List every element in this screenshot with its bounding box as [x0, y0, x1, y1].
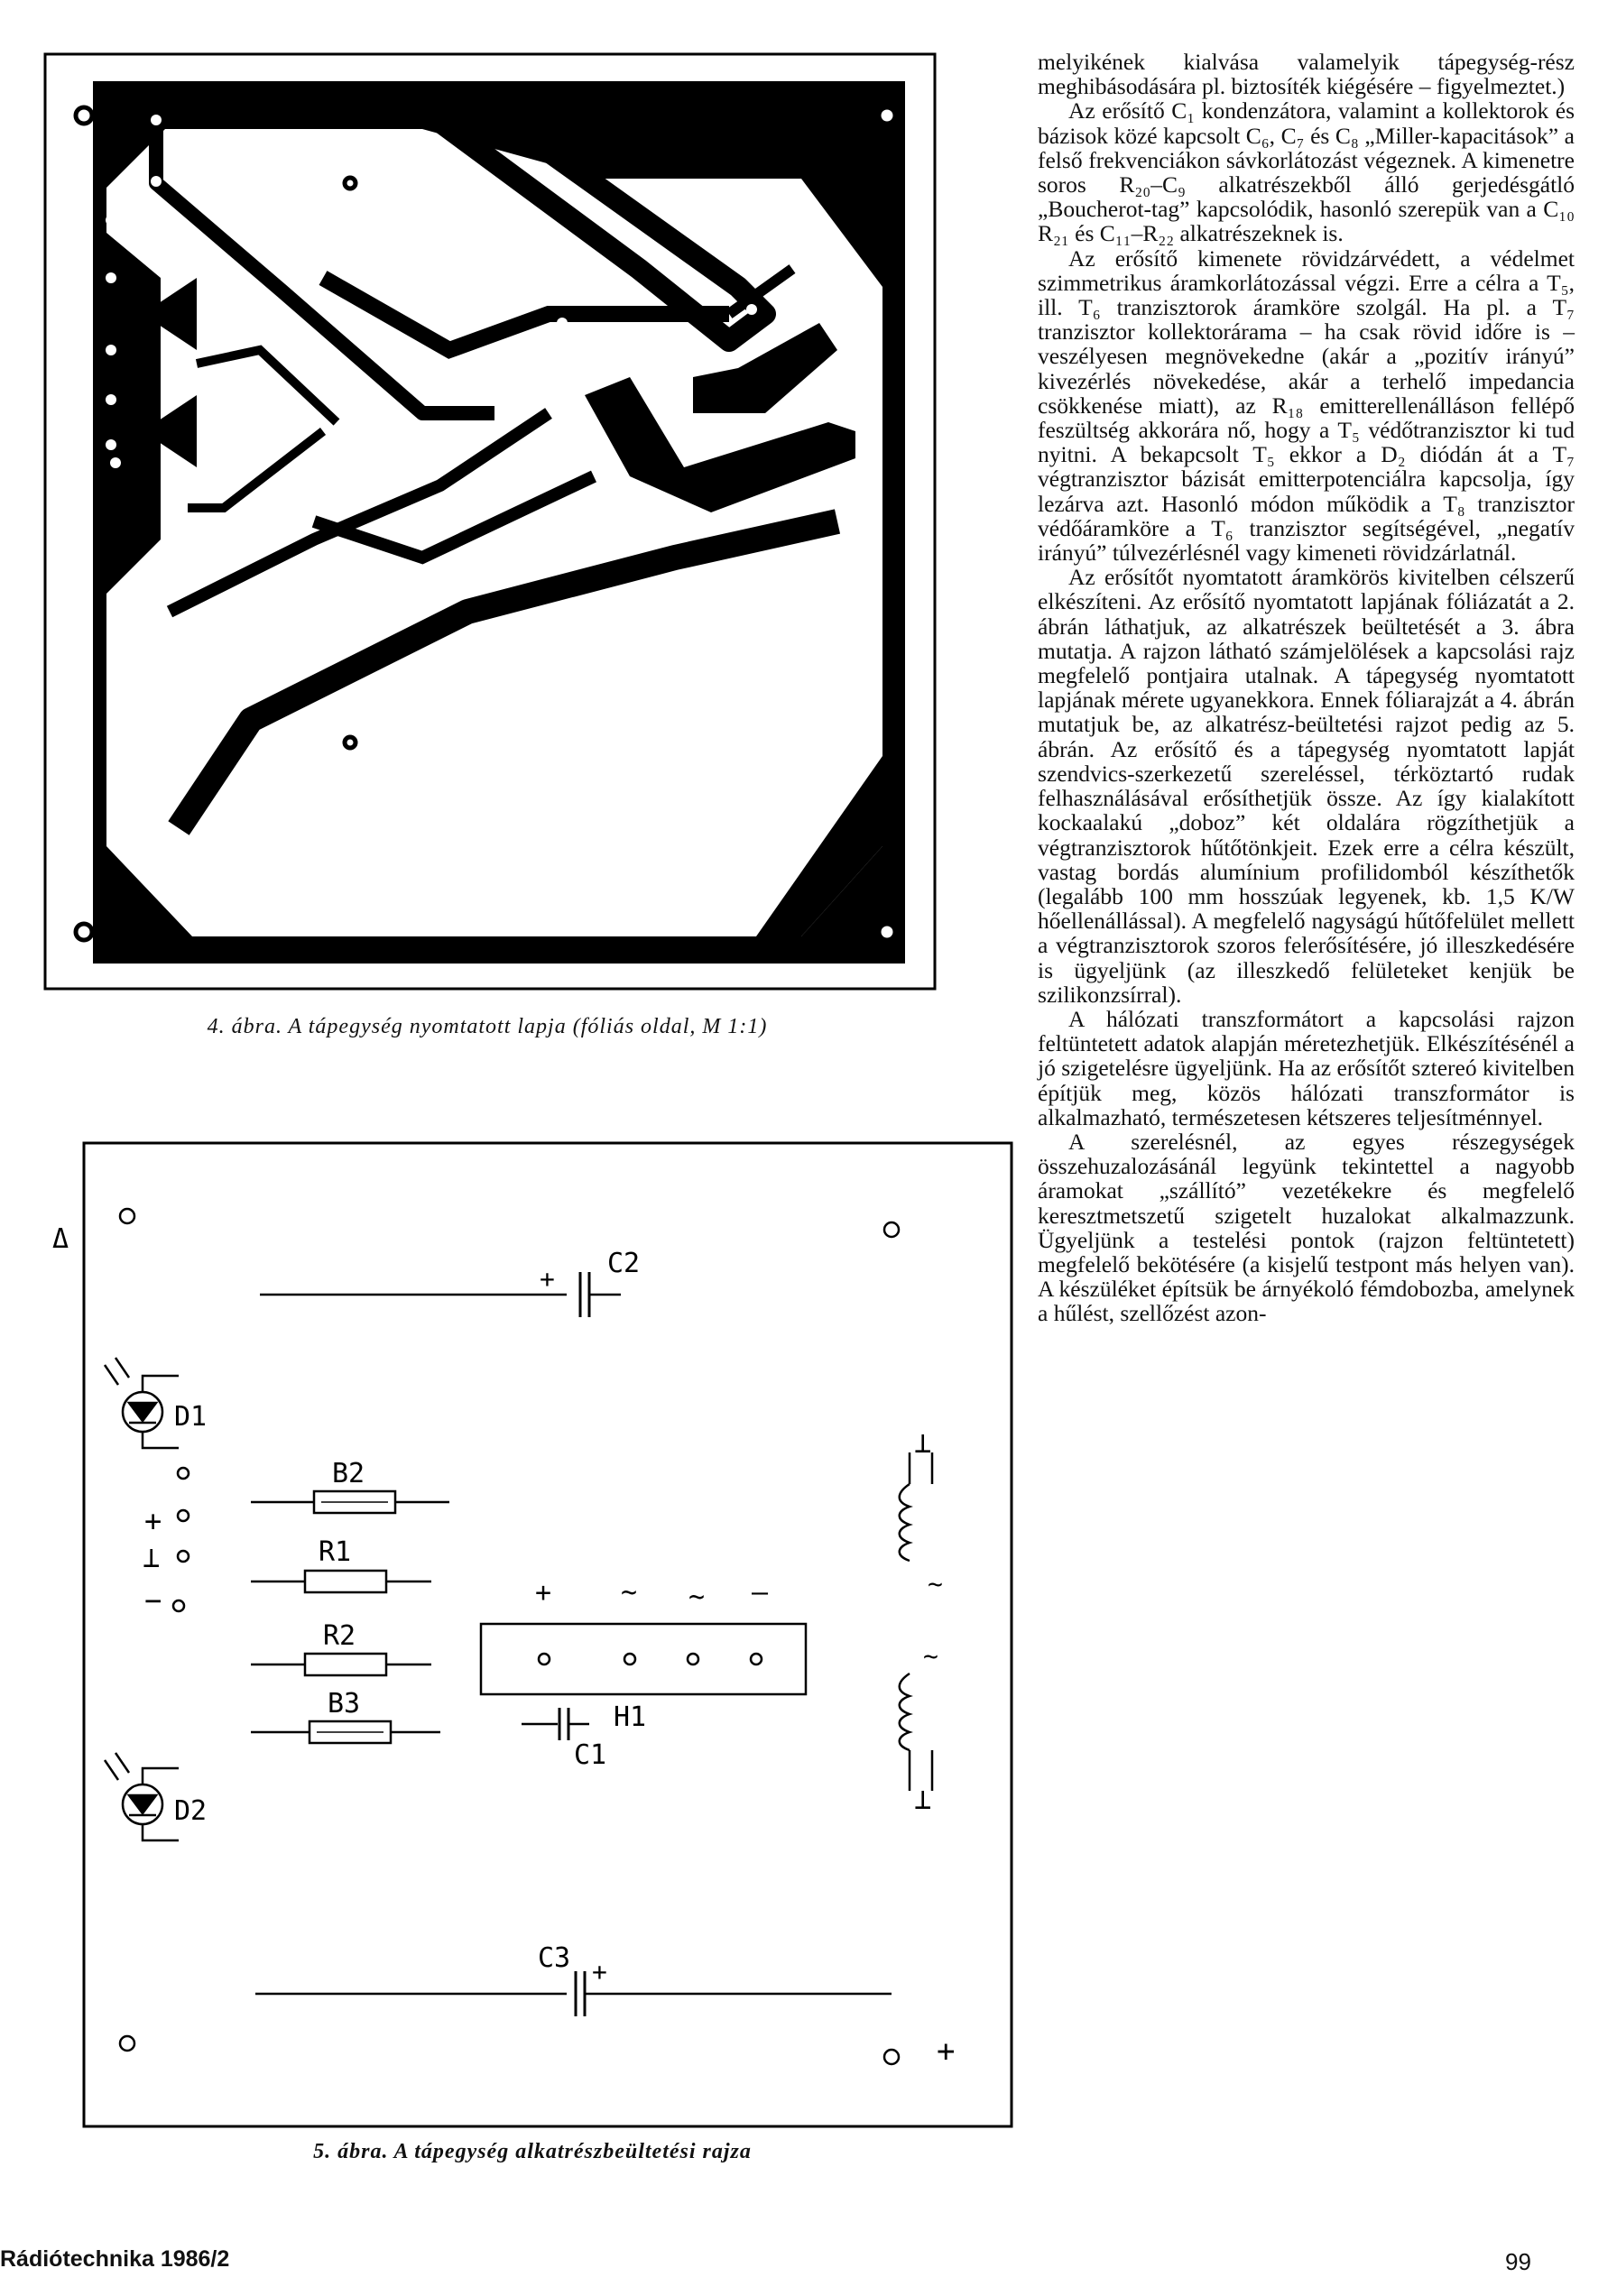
b2-label: B2 — [332, 1458, 365, 1489]
d2-label: D2 — [174, 1795, 208, 1827]
component-layout-drawing — [43, 1141, 1013, 2129]
r1-label: R1 — [319, 1536, 352, 1568]
d1-label: D1 — [174, 1401, 208, 1433]
paragraph: melyikének kialvása valamelyik tápegység-rész meghibásodására pl. biztosíték kiégésére – figyelmeztet.) — [1038, 49, 1575, 100]
paragraph: Az erősítőt nyomtatott áramkörös kivitelben célszerű elkészíteni. Az erősítő nyomtatott lapjának fóliázatát a 2. ábrán láthatjuk, az alkatrészek beültetését a 3. ábra mutatja. A rajzon látható számjelölések a kapcsolási rajz megfelelő pontjaira utalnak. A tápegység nyomtatott lapjának mérete ugyanekkora. Ennek fóliarajzát a 4. ábrán mutatjuk be, az alkatrész-beültetési rajzot pedig az 5. ábrán. Az erősítő és a tápegység nyomtatott lapját szendvics-szerkezetű szereléssel, térköztartó rudak felhasználásával erősíthetjük össze. Az így kialakított kockaalakú „doboz” két oldalára rögzíthetjük a végtranzisztorok hűtőtönkjeit. Ezek erre a célra készült, vastag bordás alumínium profilidomból készíthetők (legalább 100 mm hosszúak legyenek, kb. 1,5 K/W hőellenállással). A megfelelő nagyságú hűtőfelület mellett a végtranzisztorok szoros felerősítésére, jó illeszkedésére is ügyeljünk (az illeszkedő felületeket kenjük be szilikonzsírral). — [1038, 564, 1575, 1008]
ground-terminal-label: ⊥ — [143, 1540, 161, 1574]
paragraph: A szerelésnél, az egyes részegységek összehuzalozásánál legyünk tekintettel a nagyobb áramokat „szállító” vezetékekre és megfelelő keresztmetszetű szigetelt huzalokat alkalmazzunk. Ügyeljünk a testelési pontok (rajzon feltüntetett) megfelelő bekötésére (a kisjelű testpont más helyen van). A készüléket építsük be árnyékoló fémdobozba, amelynek a hűlést, szellőzést azon- — [1038, 1128, 1575, 1327]
body-text-column — [1038, 50, 1575, 1326]
c3-plus-mark: + — [592, 1957, 607, 1987]
c1-label: C1 — [574, 1739, 607, 1771]
triangle-mark: Δ — [52, 1223, 69, 1255]
c2-label: C2 — [607, 1248, 641, 1279]
h1-minus-label: – — [752, 1577, 769, 1609]
c2-plus-mark: + — [540, 1264, 555, 1294]
b3-label: B3 — [328, 1688, 361, 1720]
tr-ac-bottom: ~ — [923, 1641, 938, 1671]
paragraph: A hálózati transzformátort a kapcsolási rajzon feltüntetett adatok alapján méretezhetjük. Elkészítésénél a jó szigetelésre ügyeljünk. Ha az erősítőt sztereó kivitelben építjük meg, közös hálózati transzformátor is alkalmazható, természetesen kétszeres teljesítménnyel. — [1038, 1005, 1575, 1130]
plus-terminal-label: + — [144, 1504, 162, 1538]
paragraph: Az erősítő C₁ kondenzátora, valamint a kollektorok és bázisok közé kapcsolt C₆, C₇ és C₈ „Miller-kapacitások” a felső frekvenciákon sávkorlátozást végeznek. A kimenetre soros R₂₀–C₉ alkatrészekből álló gerjedésgátló „Boucherot-tag” kapcsolódik, hasonló szerepük van a C₁₀ R₂₁ és C₁₁–R₂₂ alkatrészeknek is. — [1038, 97, 1575, 247]
page-number: 99 — [1505, 2248, 1531, 2275]
tr-ac-top: ~ — [928, 1569, 943, 1599]
paragraph: Az erősítő kimenete rövidzárvédett, a védelmet szimmetrikus áramkorlátozással végzi. Erre a célra a T₅, ill. T₆ tranzisztorok áramköre szolgál. Ha pl. a T₇ tranzisztor kollektorárama – ha csak rövid időre is – veszélyesen megnövekedne (akár a „pozitív irányú” kivezérlés növekedése, akár a terhelő impedancia csökkenése miatt), az R₁₈ emitterellenálláson fellépő feszültség akkorára nő, hogy a T₅ védőtranzisztor ki tud nyitni. A bekapcsolt T₅ ekkor a D₂ diódán át a T₇ végtranzisztor bázisát emitterpotenciálra kapcsolja, így lezárva azt. Hasonló módon működik a T₈ tranzisztor védőáramköre a T₆ tranzisztor segítségével, „negatív irányú” túlvezérlésnél vagy kimeneti rövidzárlatnál. — [1038, 244, 1575, 567]
r2-label: R2 — [323, 1620, 356, 1652]
h1-label: H1 — [614, 1701, 647, 1733]
tr-top-ground: ⊥ — [914, 1425, 932, 1460]
tr-bottom-ground: ⊥ — [914, 1782, 932, 1816]
publication-footer: Rádiótechnika 1986/2 — [0, 2246, 230, 2272]
figure-5-caption: 5. ábra. A tápegység alkatrészbeültetési rajza — [313, 2140, 752, 2163]
c3-label: C3 — [538, 1942, 571, 1974]
corner-plus-mark: + — [937, 2033, 956, 2070]
h1-plus-label: + — [535, 1577, 552, 1609]
h1-ac2-label: ~ — [688, 1581, 706, 1613]
h1-ac1-label: ~ — [621, 1577, 638, 1609]
pcb-foil-drawing — [43, 52, 937, 991]
figure-4-caption: 4. ábra. A tápegység nyomtatott lapja (fóliás oldal, M 1:1) — [207, 1015, 768, 1038]
minus-terminal-label: − — [144, 1583, 162, 1618]
